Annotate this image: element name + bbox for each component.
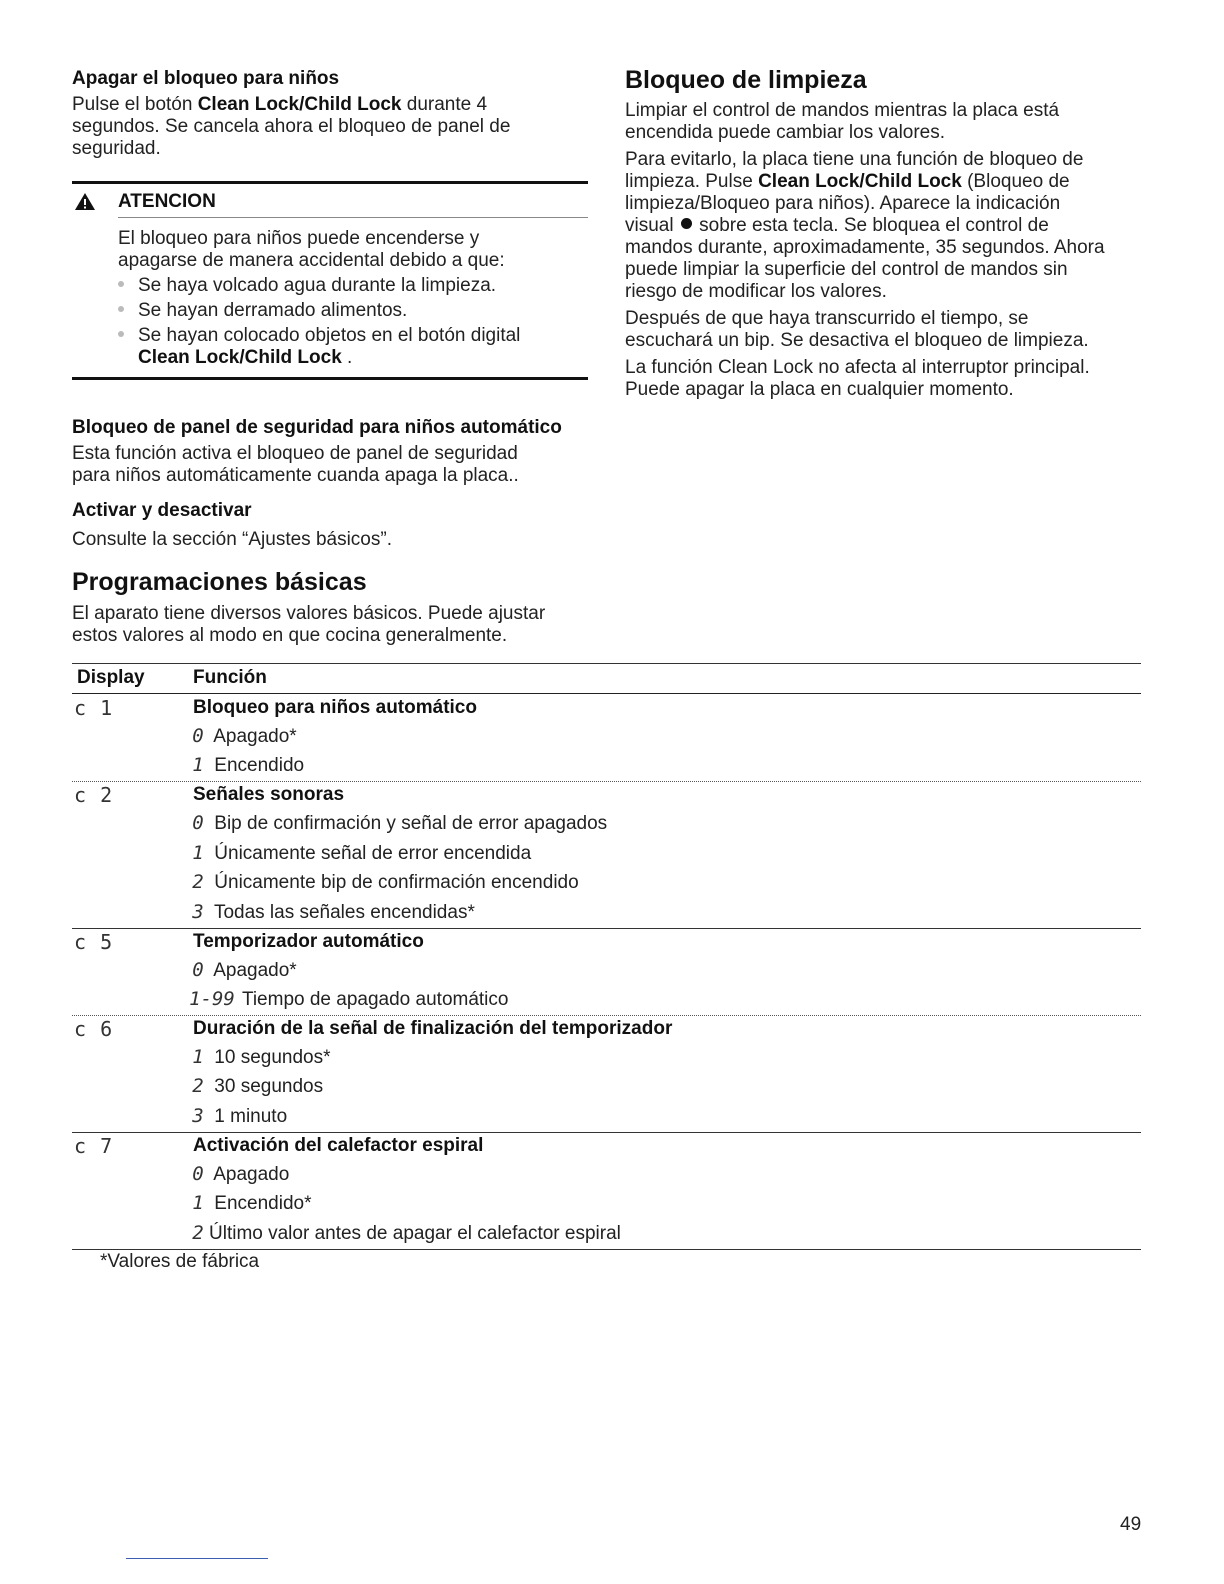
table-row-code: c 2 <box>74 783 114 807</box>
table-row-option: 0 Apagado* <box>192 725 297 747</box>
warning-triangle-icon <box>74 191 96 211</box>
table-row-option: 2 Último valor antes de apagar el calefactor espiral <box>192 1222 621 1244</box>
table-row-option: 1 Encendido <box>192 754 305 776</box>
table-row-title: Activación del calefactor espiral <box>193 1135 484 1156</box>
table-row-code: c 5 <box>74 930 114 954</box>
table-row-title: Bloqueo para niños automático <box>193 697 477 718</box>
activar-heading: Activar y desactivar <box>72 500 252 521</box>
table-footnote: *Valores de fábrica <box>100 1251 260 1272</box>
programaciones-heading: Programaciones básicas <box>72 568 367 596</box>
warning-bullet: Se haya volcado agua durante la limpieza. <box>118 275 588 297</box>
table-top-rule <box>72 663 1141 664</box>
warning-title: ATENCION <box>118 191 216 212</box>
table-row-code: c 7 <box>74 1134 114 1158</box>
table-row-option: 0 Bip de confirmación y señal de error apagados <box>192 812 608 834</box>
table-row-option: 2 Únicamente bip de confirmación encendido <box>192 871 579 893</box>
table-bottom-rule <box>72 1249 1141 1250</box>
warning-body: El bloqueo para niños puede encenderse y apagarse de manera accidental debido a que: Se haya volcado agua durante la limpieza. Se hayan derramado alimentos. Se hayan colocado objetos en el botón digital Clean Lock/Child Lock . <box>118 228 588 369</box>
table-row-option: 1 Únicamente señal de error encendida <box>192 842 532 864</box>
page-number: 49 <box>1120 1514 1142 1535</box>
table-row-option: 3 1 minuto <box>192 1105 288 1127</box>
table-row-rule <box>72 928 1141 929</box>
table-row-option: 1-99 Tiempo de apagado automático <box>189 988 509 1010</box>
apagar-heading: Apagar el bloqueo para niños <box>72 68 340 89</box>
programaciones-text: El aparato tiene diversos valores básicos. Puede ajustar estos valores al modo en que cocina generalmente. <box>72 603 546 646</box>
table-row-option: 0 Apagado* <box>192 959 297 981</box>
bloqueo-limpieza-heading: Bloqueo de limpieza <box>625 66 867 94</box>
warning-title-rule <box>118 217 588 218</box>
table-row-title: Temporizador automático <box>193 931 424 952</box>
table-row-option: 1 Encendido* <box>192 1192 312 1214</box>
activar-text: Consulte la sección “Ajustes básicos”. <box>72 529 392 550</box>
table-row-option: 1 10 segundos* <box>192 1046 331 1068</box>
warning-bullet: Se hayan colocado objetos en el botón digital <box>118 325 588 347</box>
table-header-function: Función <box>193 667 267 688</box>
table-row-title: Duración de la señal de finalización del temporizador <box>193 1018 673 1039</box>
table-row-code: c 6 <box>74 1017 114 1041</box>
table-row-option: 2 30 segundos <box>192 1075 324 1097</box>
table-row-rule <box>72 1015 1141 1016</box>
footer-rule <box>126 1558 268 1559</box>
bloqueo-limpieza-text: Limpiar el control de mandos mientras la placa está encendida puede cambiar los valores. Para evitarlo, la placa tiene una función de bloqueo de limpieza. Pulse Clean Lock/Child Lock (Bloqueo de limpieza/Bloqueo para niños). Aparece la indicación visual sobre esta tecla. Se bloquea el control de mandos durante, aproximadamente, 35 segundos. Ahora puede limpiar la superficie del control de mandos sin riesgo de modificar los valores. Después de que haya transcurrido el tiempo, se escuchará un bip. Se desactiva el bloqueo de limpieza. La función Clean Lock no afecta al interruptor principal. Puede apagar la placa en cualquier momento. <box>625 100 1105 400</box>
table-row-option: 0 Apagado <box>192 1163 290 1185</box>
table-header-rule <box>72 693 1141 694</box>
auto-lock-text: Esta función activa el bloqueo de panel de seguridad para niños automáticamente cuanda apaga la placa.. <box>72 443 519 486</box>
table-row-title: Señales sonoras <box>193 784 345 805</box>
table-row-rule <box>72 1132 1141 1133</box>
table-row-code: c 1 <box>74 696 114 720</box>
warning-bottom-rule <box>72 377 588 380</box>
table-header-display: Display <box>77 667 145 688</box>
warning-top-rule <box>72 181 588 184</box>
visual-indicator-dot-icon <box>681 218 692 229</box>
table-row-rule <box>72 781 1141 782</box>
apagar-text: Pulse el botón Clean Lock/Child Lock durante 4 segundos. Se cancela ahora el bloqueo de panel de seguridad. <box>72 94 511 159</box>
warning-bullet: Se hayan derramado alimentos. <box>118 300 588 322</box>
auto-lock-heading: Bloqueo de panel de seguridad para niños automático <box>72 417 562 438</box>
table-row-option: 3 Todas las señales encendidas* <box>192 901 475 923</box>
